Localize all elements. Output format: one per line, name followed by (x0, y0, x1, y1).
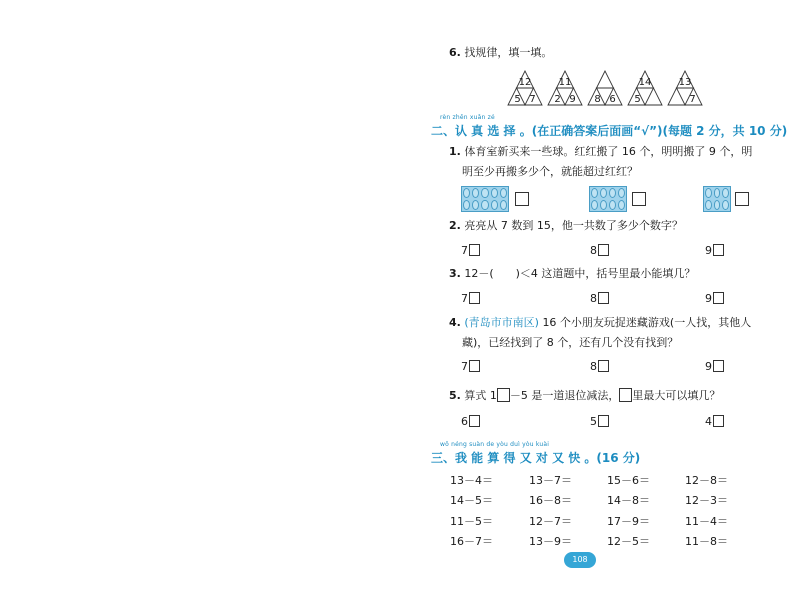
option-c (705, 292, 724, 305)
ball-icon (481, 200, 488, 210)
calc-problem: 12－5＝ (607, 535, 650, 548)
option-b (590, 415, 609, 428)
question-text: 12－( )＜4 这道题中，括号里最小能填几？ (464, 267, 696, 280)
question-4-line2: 藏)，已经找到了 8 个，还有几个没有找到？ (462, 336, 679, 349)
option-label: 8 (590, 292, 597, 305)
calc-problem: 12－8＝ (685, 474, 728, 487)
triangle-right-number: 6 (609, 94, 616, 105)
blank-box[interactable] (619, 388, 632, 402)
ball-icon (600, 188, 607, 198)
triangle-left-number: 5 (634, 94, 641, 105)
number-triangle (508, 71, 542, 105)
triangle-top-number: 12 (518, 77, 532, 88)
answer-box-1c[interactable] (735, 192, 749, 206)
answer-box[interactable] (713, 360, 724, 372)
option-b (590, 292, 609, 305)
ball-icon (618, 200, 625, 210)
calc-problem: 13－7＝ (529, 474, 572, 487)
calc-problem: 16－7＝ (450, 535, 493, 548)
option-a (461, 292, 480, 305)
option-label: 7 (461, 360, 468, 373)
option-a (461, 415, 480, 428)
number-triangle (668, 71, 702, 105)
blank-box[interactable] (497, 388, 510, 402)
answer-box[interactable] (469, 292, 480, 304)
ball-box-8 (589, 186, 627, 212)
answer-box[interactable] (469, 360, 480, 372)
option-label: 7 (461, 244, 468, 257)
triangle-left-number: 8 (594, 94, 601, 105)
answer-box-1b[interactable] (632, 192, 646, 206)
answer-box-1a[interactable] (515, 192, 529, 206)
section2-pinyin: rèn zhēn xuǎn zé (440, 114, 495, 121)
number-triangle (588, 71, 622, 105)
triangle-top-number: 13 (678, 77, 692, 88)
triangle-right-number: 7 (529, 94, 536, 105)
option-c (705, 415, 724, 428)
calc-problem: 13－9＝ (529, 535, 572, 548)
triangle-top-number: 14 (638, 77, 652, 88)
option-label: 9 (705, 292, 712, 305)
calc-problem: 16－8＝ (529, 494, 572, 507)
triangle-left-number: 5 (514, 94, 521, 105)
answer-box[interactable] (469, 415, 480, 427)
question-text: 找规律，填一填。 (464, 46, 553, 59)
answer-box[interactable] (713, 244, 724, 256)
question-number: 4. (449, 316, 461, 329)
calc-problem: 14－5＝ (450, 494, 493, 507)
ball-icon (481, 188, 488, 198)
ball-icon (618, 188, 625, 198)
ball-box-10 (461, 186, 509, 212)
answer-box[interactable] (713, 415, 724, 427)
calc-problem: 12－7＝ (529, 515, 572, 528)
question-number: 6. (449, 46, 461, 59)
ball-icon (591, 200, 598, 210)
ball-icon (491, 200, 498, 210)
page-number: 108 (564, 552, 596, 568)
triangle-top-number: 11 (558, 77, 572, 88)
ball-icon (705, 200, 712, 210)
ball-icon (600, 200, 607, 210)
calc-problem: 13－4＝ (450, 474, 493, 487)
ball-icon (491, 188, 498, 198)
option-b (590, 360, 609, 373)
answer-box[interactable] (598, 292, 609, 304)
ball-icon (714, 188, 721, 198)
question-1-line1 (449, 145, 752, 159)
option-label: 8 (590, 360, 597, 373)
question-number: 3. (449, 267, 461, 280)
option-label: 5 (590, 415, 597, 428)
question-text: 16 个小朋友玩捉迷藏游戏(一人找，其他人 (542, 316, 752, 329)
section2-title: 二、认 真 选 择 。(在正确答案后面画“√”)(每题 2 分，共 10 分) (431, 124, 788, 138)
option-label: 9 (705, 360, 712, 373)
option-a (461, 360, 480, 373)
triangle-pattern (505, 70, 710, 108)
ball-icon (500, 188, 507, 198)
ball-icon (705, 188, 712, 198)
section3-title: 三、我 能 算 得 又 对 又 快 。(16 分) (431, 451, 641, 465)
question-4-line1 (449, 316, 751, 330)
question-5 (449, 388, 720, 403)
ball-icon (463, 200, 470, 210)
answer-box[interactable] (598, 360, 609, 372)
triangle-right-number: 7 (689, 94, 696, 105)
calc-problem: 11－8＝ (685, 535, 728, 548)
calc-problem: 11－5＝ (450, 515, 493, 528)
calc-problem: 15－6＝ (607, 474, 650, 487)
question-number: 1. (449, 145, 461, 158)
question-1-line2: 明至少再搬多少个，就能超过红红？ (462, 165, 638, 178)
question-text: 里最大可以填几？ (632, 389, 721, 402)
ball-icon (472, 188, 479, 198)
number-triangle (548, 71, 582, 105)
ball-icon (463, 188, 470, 198)
ball-icon (714, 200, 721, 210)
answer-box[interactable] (598, 415, 609, 427)
calc-problem: 11－4＝ (685, 515, 728, 528)
question-2 (449, 219, 683, 233)
ball-icon (500, 200, 507, 210)
option-label: 6 (461, 415, 468, 428)
answer-box[interactable] (469, 244, 480, 256)
option-c (705, 244, 724, 257)
option-label: 4 (705, 415, 712, 428)
section3-pinyin: wǒ néng suàn de yòu duì yòu kuài (440, 441, 550, 448)
calc-problem: 14－8＝ (607, 494, 650, 507)
triangle-right-number: 9 (569, 94, 576, 105)
ball-icon (722, 200, 729, 210)
question-text: 体育室新买来一些球。红红搬了 16 个，明明搬了 9 个，明 (464, 145, 753, 158)
calc-problem: 17－9＝ (607, 515, 650, 528)
answer-box[interactable] (713, 292, 724, 304)
question-number: 5. (449, 389, 461, 402)
option-label: 8 (590, 244, 597, 257)
option-label: 7 (461, 292, 468, 305)
question-text: 亮亮从 7 数到 15，他一共数了多少个数字？ (464, 219, 683, 232)
option-b (590, 244, 609, 257)
question-6 (449, 46, 552, 60)
option-c (705, 360, 724, 373)
question-text: －5 是一道退位减法， (509, 389, 620, 402)
question-text: 算式 1 (464, 389, 497, 402)
number-triangle (628, 71, 662, 105)
region-tag: (青岛市市南区) (464, 316, 539, 329)
triangle-left-number: 2 (554, 94, 561, 105)
option-a (461, 244, 480, 257)
ball-icon (609, 200, 616, 210)
question-number: 2. (449, 219, 461, 232)
ball-icon (591, 188, 598, 198)
ball-icon (722, 188, 729, 198)
calc-problem: 12－3＝ (685, 494, 728, 507)
answer-box[interactable] (598, 244, 609, 256)
ball-icon (609, 188, 616, 198)
ball-box-6 (703, 186, 731, 212)
ball-icon (472, 200, 479, 210)
option-label: 9 (705, 244, 712, 257)
question-3 (449, 267, 695, 281)
